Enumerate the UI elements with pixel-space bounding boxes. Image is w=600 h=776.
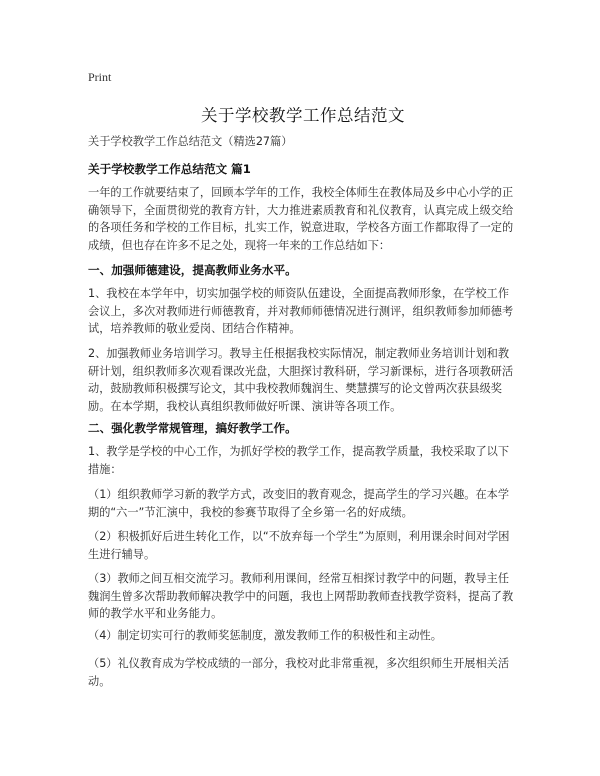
list-item-1: （1）组织教师学习新的教学方式，改变旧的教育观念，提高学生的学习兴趣。在本学期的“六一”节汇演中，我校的参赛节取得了全乡第一名的好成绩。 [88,488,510,519]
list-item-4: （4）制定切实可行的教师奖惩制度，激发教师工作的积极性和主动性。 [88,629,442,642]
list-item-2: （2）积极抓好后进生转化工作，以“不放弃每一个学生”为原则，利用课余时间对学困生进行辅导。 [88,530,510,561]
section-2-heading: 二、强化教学常规管理，搞好教学工作。 [88,421,297,435]
print-link[interactable]: Print [88,70,112,84]
document-subtitle: 关于学校教学工作总结范文（精选27篇） [88,135,293,148]
section-1-paragraph-1: 1、我校在本学年中，切实加强学校的师资队伍建设，全面提高教师形象，在学校工作会议上，多次对教师进行师德教育，并对教师师德情况进行测评，组织教师参加师德考试，培养教师的敬业爱岗、团结合作精神。 [88,287,514,335]
list-item-5: （5）礼仪教育成为学校成绩的一部分，我校对此非常重视，多次组织师生开展相关活动。 [88,657,510,688]
section-2-paragraph-1: 1、教学是学校的中心工作，为抓好学校的教学工作，提高教学质量，我校采取了以下措施： [88,445,510,476]
list-item-3: （3）教师之间互相交流学习。教师利用课间，经常互相探讨教学中的问题，教导主任魏润生曾多次帮助教师解决教学中的问题，我也上网帮助教师查找教学资料，提高了教师的教学水平和业务能力。 [88,572,514,620]
intro-paragraph: 一年的工作就要结束了，回顾本学年的工作，我校全体师生在教体局及乡中心小学的正确领导下，全面贯彻党的教育方针，大力推进素质教育和礼仪教育，认真完成上级交给的各项任务和学校的工作目标，扎实工作，锐意进取，学校各方面工作都取得了一定的成绩，但也存在许多不足之处，现将一年来的工作总结如下： [88,186,514,252]
section-1-paragraph-2: 2、加强教师业务培训学习。教导主任根据我校实际情况，制定教师业务培训计划和教研计划，组织教师多次观看课改光盘，大胆探讨教科研，学习新课标，进行各项教研活动，鼓励教师积极撰写论文，其中我校教师魏润生、樊慧撰写的论文曾两次获县级奖励。在本学期，我校认真组织教师做好听课、演讲等各项工作。 [88,347,514,413]
document-title: 关于学校教学工作总结范文 [201,106,405,125]
article-heading: 关于学校教学工作总结范文 篇1 [88,162,251,176]
section-1-heading: 一、加强师德建设，提高教师业务水平。 [88,263,297,277]
